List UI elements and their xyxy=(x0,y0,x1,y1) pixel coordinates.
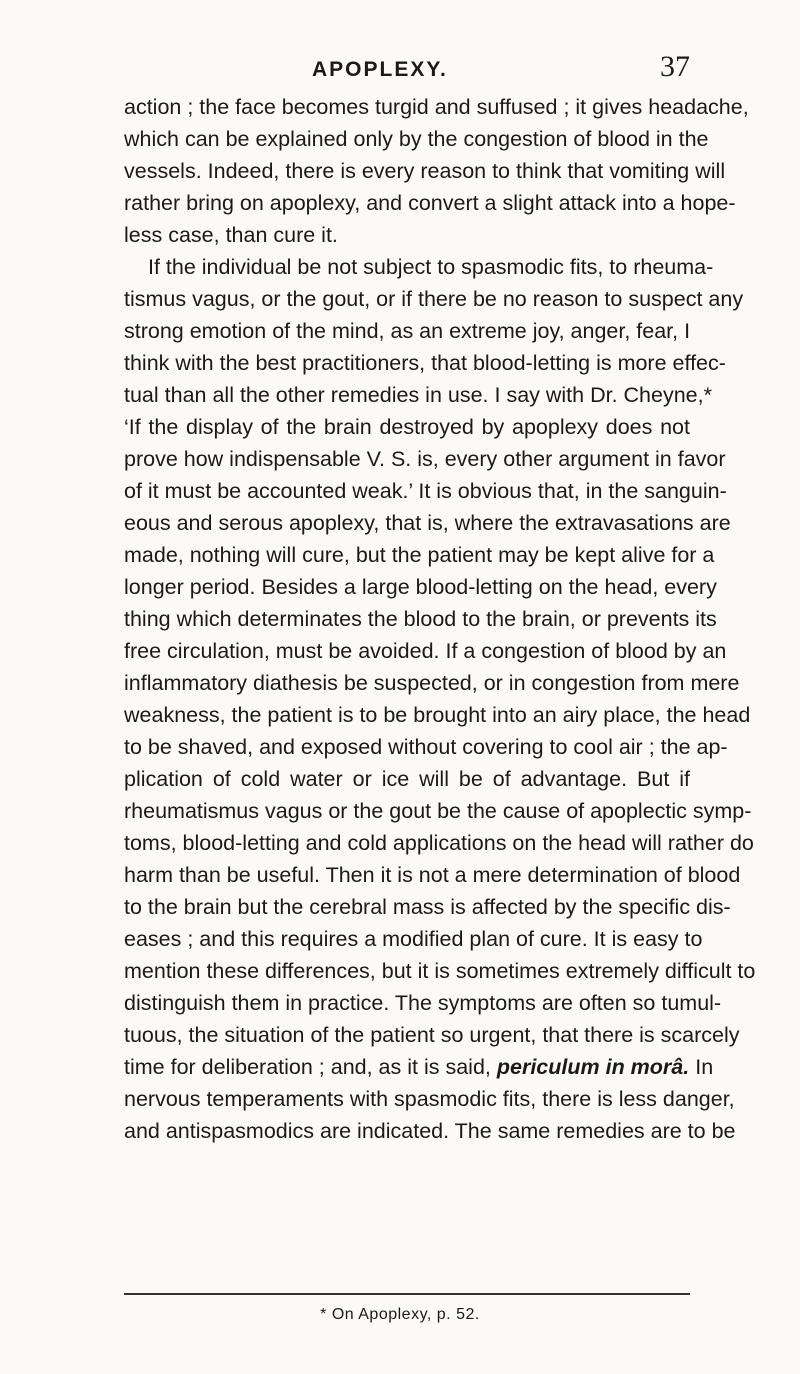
text-line: tual than all the other remedies in use. I say with Dr. Cheyne,* xyxy=(124,383,712,407)
text-line: toms, blood-letting and cold applications on the head will rather do xyxy=(124,831,754,855)
text-line: rheumatismus vagus or the gout be the cause of apoplectic symp- xyxy=(124,799,752,823)
text-line: to the brain but the cerebral mass is affected by the specific dis- xyxy=(124,895,731,919)
text-line: vessels. Indeed, there is every reason to think that vomiting will xyxy=(124,159,726,183)
text-line: think with the best practitioners, that blood-letting is more effec- xyxy=(124,351,726,375)
text-line: weakness, the patient is to be brought into an airy place, the head xyxy=(124,703,751,727)
text-line: of it must be accounted weak.’ It is obvious that, in the sanguin- xyxy=(124,479,727,503)
text-line: prove how indispensable V. S. is, every other argument in favor xyxy=(124,447,726,471)
text-line: which can be explained only by the congestion of blood in the xyxy=(124,127,709,151)
text-line: thing which determinates the blood to the brain, or prevents its xyxy=(124,607,717,631)
text-segment: time for deliberation ; and, as it is said, xyxy=(124,1055,491,1079)
text-line: longer period. Besides a large blood-letting on the head, every xyxy=(124,575,717,599)
text-line: tuous, the situation of the patient so urgent, that there is scarcely xyxy=(124,1023,740,1047)
text-line: eases ; and this requires a modified plan of cure. It is easy to xyxy=(124,927,703,951)
text-line: free circulation, must be avoided. If a congestion of blood by an xyxy=(124,639,727,663)
text-line: distinguish them in practice. The symptoms are often so tumul- xyxy=(124,991,722,1015)
text-line: harm than be useful. Then it is not a mere determination of blood xyxy=(124,863,741,887)
text-line: inflammatory diathesis be suspected, or in congestion from mere xyxy=(124,671,740,695)
text-line: action ; the face becomes turgid and suffused ; it gives headache, xyxy=(124,95,749,119)
text-line: tismus vagus, or the gout, or if there be no reason to suspect any xyxy=(124,287,744,311)
footnote-divider xyxy=(124,1293,690,1295)
text-line: plication of cold water or ice will be of advantage. But if xyxy=(124,767,690,791)
text-line: to be shaved, and exposed without covering to cool air ; the ap- xyxy=(124,735,728,759)
text-line: mention these differences, but it is sometimes extremely difficult to xyxy=(124,959,756,983)
text-line: ‘If the display of the brain destroyed by apoplexy does not xyxy=(124,415,690,439)
latin-phrase: periculum in morâ. xyxy=(496,1055,690,1079)
text-segment: In xyxy=(695,1055,714,1079)
text-line: and antispasmodics are indicated. The same remedies are to be xyxy=(124,1119,736,1143)
footnote: * On Apoplexy, p. 52. xyxy=(320,1306,480,1323)
text-line: eous and serous apoplexy, that is, where the extravasations are xyxy=(124,511,731,535)
text-line: If the individual be not subject to spasmodic fits, to rheuma- xyxy=(148,255,714,279)
page-number: 37 xyxy=(660,50,690,83)
text-line: nervous temperaments with spasmodic fits, there is less danger, xyxy=(124,1087,735,1111)
text-line: rather bring on apoplexy, and convert a slight attack into a hope- xyxy=(124,191,736,215)
running-head: APOPLEXY. xyxy=(312,58,448,81)
text-line: strong emotion of the mind, as an extreme joy, anger, fear, I xyxy=(124,319,691,343)
page-header xyxy=(0,50,800,83)
text-line-with-latin xyxy=(124,1051,714,1083)
text-line: less case, than cure it. xyxy=(124,223,338,247)
text-line: made, nothing will cure, but the patient may be kept alive for a xyxy=(124,543,715,567)
